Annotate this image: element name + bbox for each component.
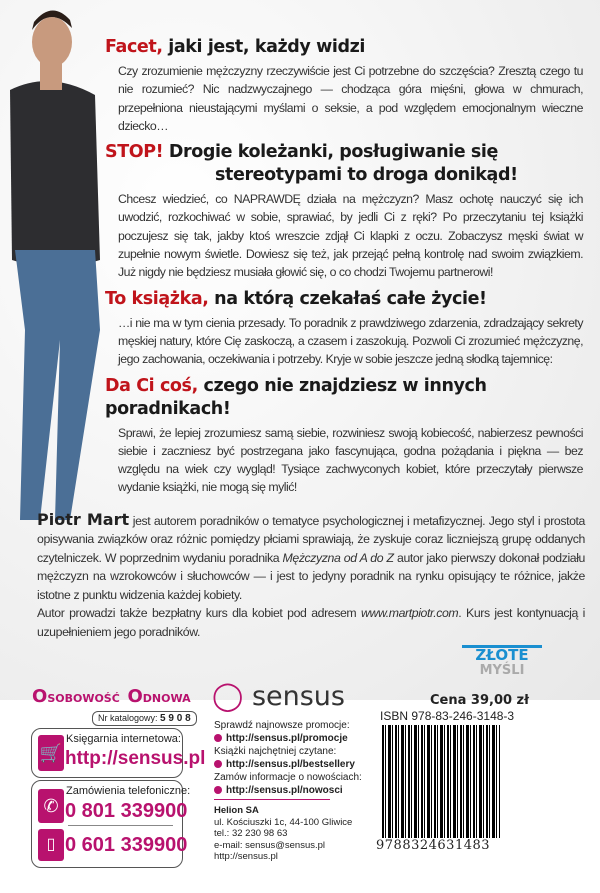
phone-number-2: 0 601 339900 [65, 834, 188, 857]
phone-orders-box [31, 780, 191, 868]
paragraph-2: Chcesz wiedzieć, co NAPRAWDĘ działa na mężczyzn? Masz ochotę nauczyć się ich uwodzić, rozkochiwać w sobie, sprawiać, by jedli Ci z ręki? Po przeczytaniu tej książki poczujesz się tak, jakby ktoś wreszcie zdjął Ci klapki z oczu. Zobaczysz męski świat w zupełnie nowym świetle. Dowiesz się też, jak przejąć pełną kontrolę nad swoim związkiem. Już nigdy nie będziesz musiała głowić się, o co chodzi Twojemu partnerowi! [118, 192, 583, 280]
catalog-number: Nr katalogowy: 5 9 0 8 [92, 711, 197, 726]
divider [214, 799, 330, 800]
barcode [382, 725, 500, 850]
author-bio: Piotr Mart jest autorem poradników o tematyce psychologicznej i metafizycznej. Jego styl i prostota opisywania związków oraz różnic pomiędzy płciami sprawiają, że zyskuje coraz liczniejszą grupę oddanych czytelniczek. W poprzednim wydaniu poradnika Mężczyzna od A do Z autor jako pierwszy dokonał podziału mężczyzn na wzrokowców i słuchowców — i jest to jedyny poradnik na rynku opisujący te różnice, jakże istotne z punktu widzenia każdej kobiety. Autor prowadzi także bezpłatny kurs dla kobiet pod adresem www.martpiotr.com. Kurs jest kontynuacją i uzupełnieniem jego poradników. [37, 509, 585, 639]
news-link[interactable]: http://sensus.pl/nowosci [226, 785, 343, 797]
sensus-logo: ◯ sensus [212, 679, 345, 713]
isbn: ISBN 978-83-246-3148-3 [380, 709, 515, 724]
paragraph-4: Sprawi, że lepiej zrozumiesz samą siebie, rozwiniesz swoją kobiecość, nabierzesz pewności siebie i zaczniesz być postrzegana jako fascynująca, godna pożądania i piękna — bez względu na wiek czy wygląd! Tysiące zachwyconych kobiet, które przeczytały pierwsze wydanie książki, nie mogą się mylić! [118, 425, 583, 495]
promo-link[interactable]: http://sensus.pl/promocje [226, 733, 348, 745]
heading-3: To książka, na którą czekałaś całe życie! [105, 288, 487, 309]
publisher-links: Sprawdź najnowsze promocje: http://sensus.pl/promocje Książki najchętniej czytane: http://sensus.pl/bestsellery Zamów informacje o nowościach: http://sensus.pl/nowosci [214, 720, 362, 797]
paragraph-3: …i nie ma w tym cienia przesady. To poradnik z prawdziwego zdarzenia, zdradzający sekrety męskiej natury, które Cię zaskoczą, a czasem i zaszokują. Pozwoli Ci zrozumieć mężczyznę, jego zachowania, oczekiwania i potrzeby. Kryje w sobie jeszcze jedną słodką tajemnicę: [118, 315, 583, 367]
price: Cena 39,00 zł [430, 693, 529, 709]
phone-icon: ✆ [38, 789, 64, 823]
heading-2: STOP! Drogie koleżanki, posługiwanie się [105, 142, 499, 163]
heading-4: Da Ci coś, czego nie znajdziesz w innych poradnikach! [105, 375, 487, 419]
publisher-address: Helion SA ul. Kościuszki 1c, 44-100 Gliwice tel.: 32 230 98 63 e-mail: sensus@sensus.pl http://sensus.pl [214, 805, 353, 863]
ean-number: 9788324631483 [376, 838, 506, 853]
bottom-section [0, 681, 600, 871]
series-logo: OSOBOWOŚĆ ODNOWA [32, 686, 191, 708]
shop-label: Księgarnia internetowa: [66, 733, 181, 746]
online-shop-box[interactable] [31, 728, 206, 778]
shopping-cart-icon: 🛒 [38, 735, 64, 771]
heading-1: Facet, jaki jest, każdy widzi [105, 37, 365, 57]
paragraph-1: Czy zrozumienie mężczyzny rzeczywiście jest Ci potrzebne do szczęścia? Zresztą czego tu nie rozumieć? Nic nadzwyczajnego — chodząca góra mięśni, głowa w chmurach, przepełniona nieustającymi myślami o seksie, a pod względem emocjonalnym wieczne dziecko… [118, 64, 583, 133]
award-logo: ZŁOTE MYŚLI [462, 645, 542, 678]
bestsellers-link[interactable]: http://sensus.pl/bestsellery [226, 759, 355, 771]
mobile-phone-icon: ▯ [38, 829, 64, 861]
award-area [0, 643, 600, 681]
heading-2-line2: stereotypami to droga donikąd! [215, 165, 518, 186]
phone-number-1: 0 801 339900 [65, 800, 188, 823]
phone-label: Zamówienia telefoniczne: [66, 785, 191, 798]
shop-url[interactable]: http://sensus.pl [65, 748, 206, 770]
